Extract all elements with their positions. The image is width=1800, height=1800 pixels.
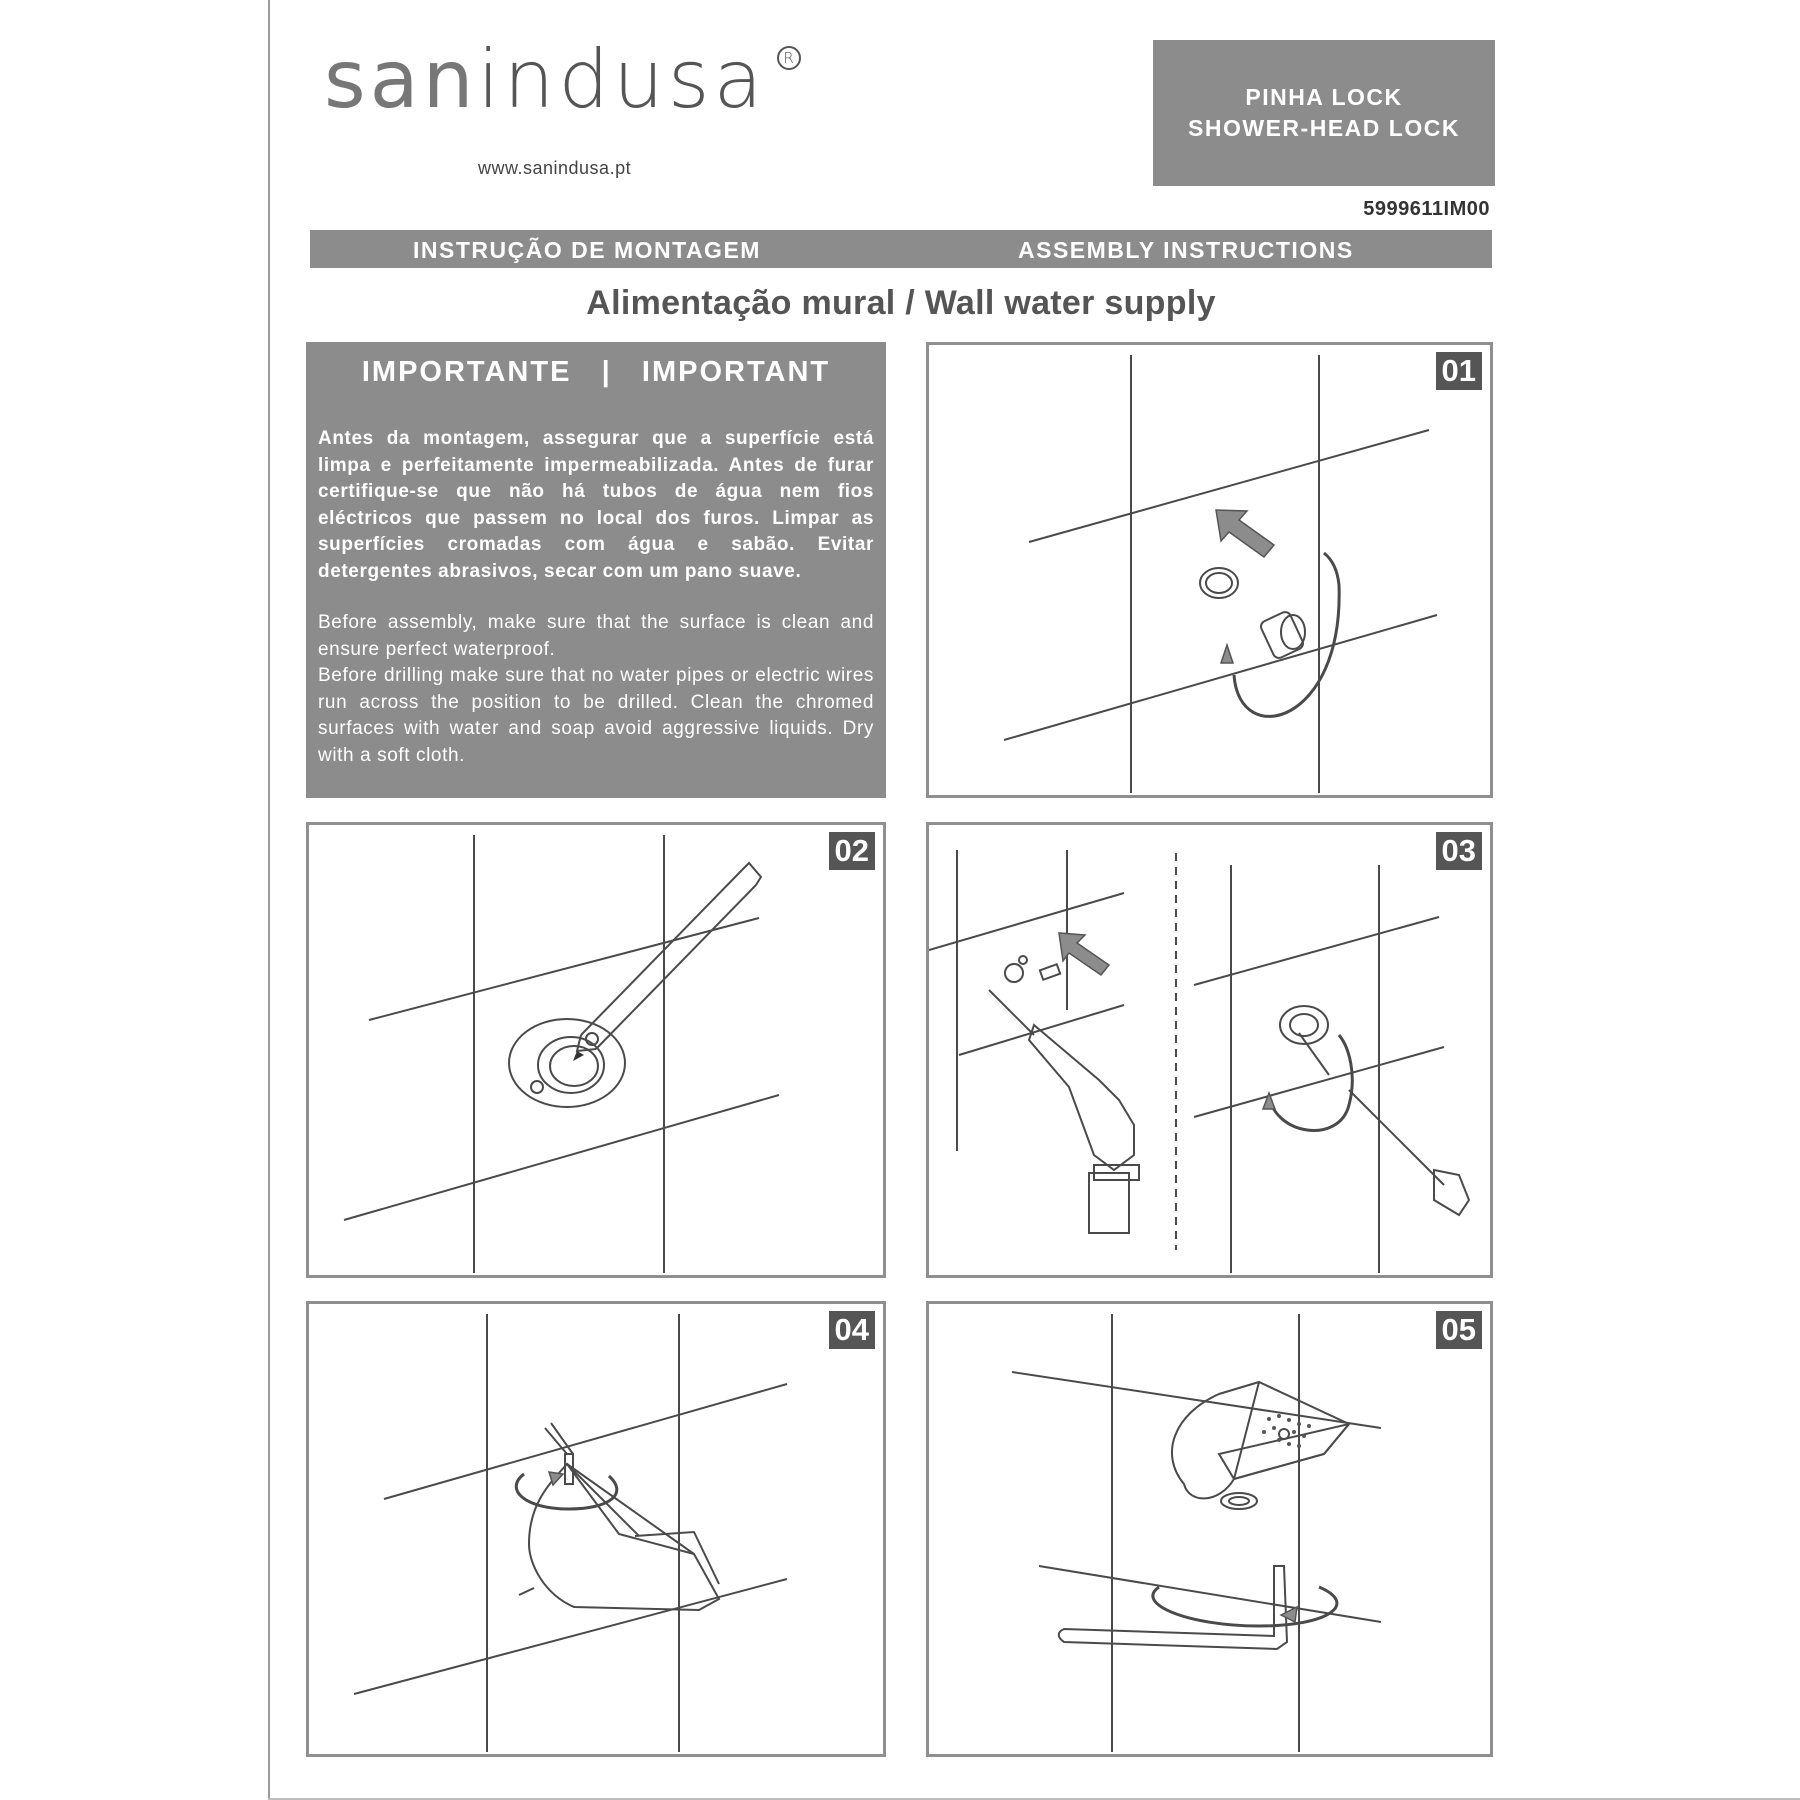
step-number-03: 03 <box>1436 832 1482 870</box>
step-number-05: 05 <box>1436 1311 1482 1349</box>
registered-mark: R <box>777 46 801 70</box>
step-05-illustration <box>929 1304 1496 1760</box>
step-panel-01 <box>926 342 1493 798</box>
step-panel-03 <box>926 822 1493 1278</box>
step-number-02: 02 <box>829 832 875 870</box>
brand-logo <box>324 33 794 126</box>
important-text-en <box>318 610 874 769</box>
band-label-pt: INSTRUÇÃO DE MONTAGEM <box>413 237 761 263</box>
section-band <box>310 230 1492 268</box>
band-label-en: ASSEMBLY INSTRUCTIONS <box>1018 237 1354 263</box>
product-name-en: SHOWER-HEAD LOCK <box>1188 115 1460 141</box>
document-code: 5999611IM00 <box>1363 198 1490 220</box>
step-number-04: 04 <box>829 1311 875 1349</box>
important-text-en-2: Before drilling make sure that no water pipes or electric wires run across the position to be drilled. Clean the chromed surfaces with water and soap avoid aggressive liquids. Dry with a soft cloth. <box>318 665 874 766</box>
step-number-01: 01 <box>1436 352 1482 390</box>
website-url[interactable]: www.sanindusa.pt <box>478 158 632 178</box>
step-panel-05 <box>926 1301 1493 1757</box>
step-01-illustration <box>929 345 1496 801</box>
product-title-box <box>1153 40 1495 186</box>
important-heading: IMPORTANTE | IMPORTANT <box>361 356 831 388</box>
page-subtitle: Alimentação mural / Wall water supply <box>586 284 1216 322</box>
step-panel-02 <box>306 822 886 1278</box>
step-02-illustration <box>309 825 889 1281</box>
step-04-illustration <box>309 1304 889 1760</box>
logo-text-san: san <box>324 33 478 126</box>
logo-text-indusa: indusa <box>477 33 767 126</box>
product-name-pt: PINHA LOCK <box>1245 84 1403 110</box>
page-left-edge <box>268 0 270 1800</box>
important-text-pt: Antes da montagem, assegurar que a superfície está limpa e perfeitamente impermeabilizada. Antes de furar certifique-se que não há tubos de água nem fios eléctricos que passem no local dos furos. Limpar as superfícies cromadas com água e sabão. Evitar detergentes abrasivos, secar com um pano suave. <box>318 428 874 582</box>
step-03-illustration <box>929 825 1496 1281</box>
important-text-en-1: Before assembly, make sure that the surface is clean and ensure perfect waterproof. <box>318 612 874 660</box>
step-panel-04 <box>306 1301 886 1757</box>
important-box <box>306 342 886 798</box>
